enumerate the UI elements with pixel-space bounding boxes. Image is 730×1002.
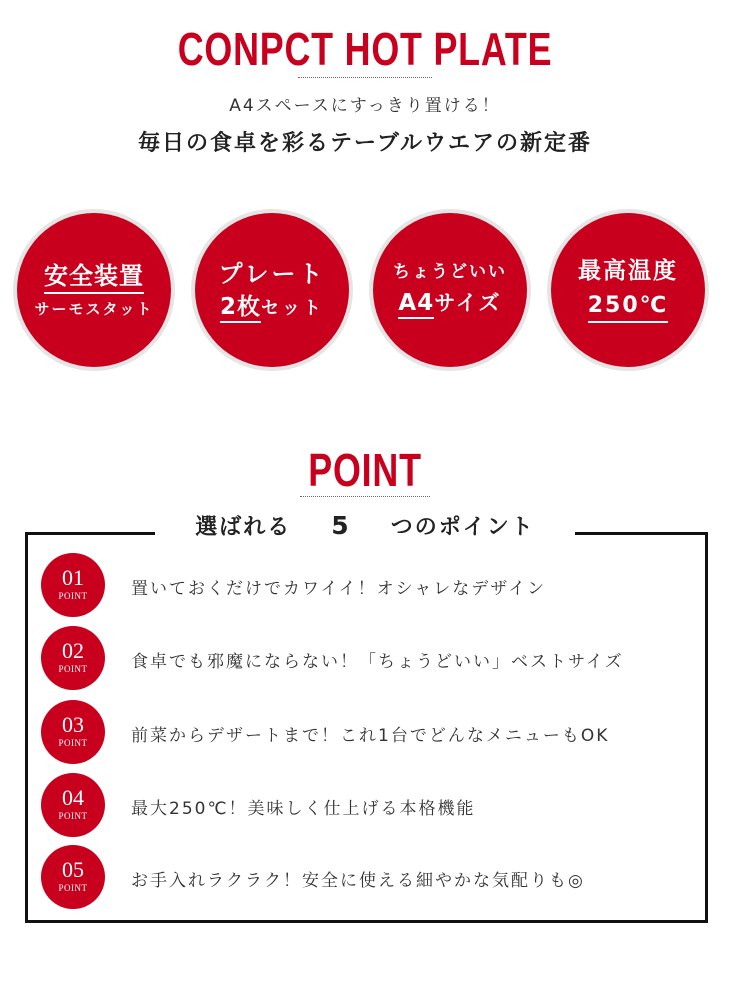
point-row-01 (41, 553, 691, 617)
feature-subtitle (398, 289, 501, 318)
tagline: A4スペースにすっきり置ける！ (229, 96, 501, 116)
feature-subtitle-rest: サイズ (434, 291, 502, 316)
feature-title: 安全装置 (44, 261, 144, 294)
feature-circle-plates (195, 213, 349, 367)
point-number: 02 (62, 638, 84, 663)
feature-circle-temperature (551, 213, 705, 367)
point-row-03 (41, 700, 691, 764)
feature-subtitle: サーモスタット (34, 300, 154, 319)
point-section-title: POINT (308, 444, 422, 496)
point-row-05 (41, 845, 691, 909)
title-divider (298, 77, 432, 78)
point-label: POINT (58, 738, 88, 748)
point-text: 食卓でも邪魔にならない！「ちょうどいい」ベストサイズ (131, 652, 624, 672)
feature-title: 最高温度 (578, 258, 678, 285)
point-number: 03 (62, 712, 84, 737)
point-label: POINT (58, 664, 88, 674)
point-number: 05 (62, 857, 84, 882)
point-label: POINT (58, 591, 88, 601)
feature-subtitle: 250℃ (588, 292, 669, 323)
box-title-number: 5 (311, 511, 370, 540)
box-title-suffix: つのポイント (371, 510, 555, 541)
point-row-02 (41, 626, 691, 690)
headline: 毎日の食卓を彩るテーブルウエアの新定番 (137, 131, 593, 156)
point-badge (41, 700, 105, 764)
feature-title: プレート (218, 259, 326, 288)
feature-circle-size (373, 213, 527, 367)
point-number: 04 (62, 785, 84, 810)
point-text: お手入れラクラク！安全に使える細やかな気配りも◎ (131, 871, 585, 891)
point-badge (41, 773, 105, 837)
point-text: 置いておくだけでカワイイ！オシャレなデザイン (131, 579, 547, 599)
page-title: CONPCT HOT PLATE (177, 23, 553, 75)
point-row-04 (41, 773, 691, 837)
point-text: 最大250℃！美味しく仕上げる本格機能 (131, 799, 476, 819)
point-badge (41, 553, 105, 617)
feature-subtitle (220, 293, 324, 322)
point-text: 前菜からデザートまで！これ1台でどんなメニューもOK (131, 726, 610, 746)
point-badge (41, 626, 105, 690)
point-label: POINT (58, 811, 88, 821)
point-title-divider (300, 496, 430, 497)
feature-title: ちょうどいい (393, 262, 507, 282)
point-badge (41, 845, 105, 909)
feature-subtitle-rest: セット (261, 297, 324, 319)
feature-highlight: A4 (398, 290, 434, 319)
feature-circle-safety (17, 213, 171, 367)
point-number: 01 (62, 565, 84, 590)
feature-highlight: 2枚 (220, 294, 261, 323)
points-box-title (0, 510, 730, 541)
point-label: POINT (58, 883, 88, 893)
box-title-prefix: 選ばれる (175, 510, 311, 541)
